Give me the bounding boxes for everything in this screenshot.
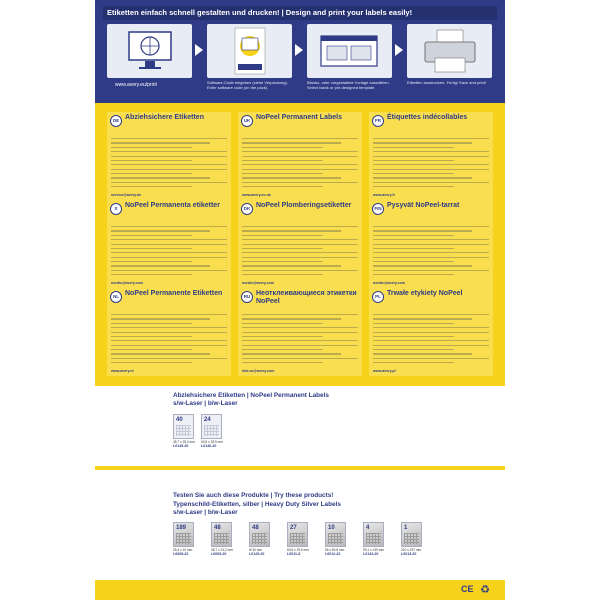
text-line [373,160,454,161]
panel-subtitle: Typenschild-Etiketten, silber | Heavy Duty Silver Labels [173,501,341,508]
product-item[interactable] [401,522,424,556]
template-illustration [307,24,392,78]
text-line [242,235,323,236]
text-line [111,151,227,152]
step-caption: Blanko- oder vorgestaltete Vorlage auswählen. Select blank or pre-designed template. [307,80,390,90]
recycle-icon: ♻ [480,584,490,596]
label-size: 96 x 50,8 mm [325,548,345,552]
product-code: L6129-20 [249,552,265,556]
block-header [110,202,230,224]
label-count: 48 [252,525,259,531]
text-line [373,226,489,227]
text-line [373,274,454,275]
label-grid-icon [176,425,191,436]
text-line [111,182,227,183]
text-line [111,177,210,178]
text-line [242,336,323,337]
label-sheet-thumbnail [173,522,194,547]
label-sheet-thumbnail [211,522,232,547]
panel-title: Testen Sie auch diese Produkte | Try these products! [173,492,334,499]
text-line [242,323,323,324]
label-grid-icon [252,533,267,544]
text-line [373,345,489,346]
text-line [242,142,341,143]
block-title: Étiquettes indécollables [387,114,468,121]
text-line [373,332,489,333]
text-line [242,349,323,350]
label-sheet-thumbnail [401,522,422,547]
body-text-lines [242,138,358,191]
monitor-illustration [107,24,192,78]
text-line [373,156,489,157]
body-text-lines [111,226,227,279]
website-url[interactable]: www.avery.eu/print [115,82,157,88]
text-line [373,164,489,165]
arrow-right-icon [195,44,203,56]
label-grid-icon [366,533,381,544]
text-line [111,173,192,174]
label-sheet-thumbnail [325,522,346,547]
text-line [242,147,323,148]
contact-info[interactable]: nordic@avery.com [111,281,143,285]
text-line [242,340,358,341]
product-code: L6146-20 [201,444,217,448]
text-line [111,270,227,271]
block-title: NoPeel Permanent Labels [256,114,342,121]
panel-subtitle: s/w-Laser | b/w-Laser [173,509,238,516]
text-line [373,142,472,143]
text-line [373,186,454,187]
step-caption: Software-Code eingeben (siehe Verpackung). Enter software code (on the pack). [207,80,288,90]
text-line [373,230,472,231]
language-block [107,200,231,288]
text-line [111,340,227,341]
country-badge: UK [241,115,253,127]
product-panel [95,470,505,580]
label-grid-icon [404,533,419,544]
block-header [372,290,492,312]
text-line [373,265,472,266]
text-line [373,358,489,359]
product-item[interactable] [201,414,224,448]
label-size: 210 x 297 mm [401,548,422,552]
block-header [372,202,492,224]
block-title: Неотклеивающиеся этикетки NoPeel [256,290,357,305]
country-badge: FR [372,115,384,127]
language-block [369,288,493,376]
text-line [373,235,454,236]
text-line [111,345,227,346]
text-line [242,248,323,249]
text-line [373,177,472,178]
body-text-lines [111,314,227,367]
text-line [242,156,358,157]
label-sheet-thumbnail [201,414,222,439]
text-line [242,169,358,170]
contact-info[interactable]: www.avery.fr [373,193,395,197]
language-block [369,200,493,288]
text-line [373,353,472,354]
text-line [373,349,454,350]
text-line [111,142,210,143]
label-grid-icon [204,425,219,436]
label-sheet-thumbnail [249,522,270,547]
text-line [111,226,227,227]
label-grid-icon [290,533,305,544]
label-count: 4 [366,525,370,531]
body-text-lines [373,226,489,279]
text-line [373,261,454,262]
text-line [373,173,454,174]
text-line [111,353,210,354]
label-count: 40 [176,417,183,423]
text-line [373,138,489,139]
product-item[interactable] [173,414,196,448]
text-line [242,151,358,152]
label-size: 45,7 x 21,2 mm [211,548,233,552]
contact-info[interactable]: service@avery.de [111,193,142,197]
text-line [111,235,192,236]
product-sheet [95,0,505,600]
package-illustration [207,24,292,78]
text-line [111,362,192,363]
contact-info[interactable]: www.avery.co.uk [242,193,271,197]
language-block [107,288,231,376]
language-block [238,288,362,376]
text-line [111,349,192,350]
text-line [373,270,489,271]
text-line [111,147,192,148]
footer-strip [95,580,505,600]
text-line [373,182,489,183]
text-line [373,362,454,363]
block-title: NoPeel Permanente Etiketten [125,290,223,297]
label-count: 24 [204,417,211,423]
text-line [373,327,489,328]
contact-info[interactable]: info-ru@avery.com [242,369,275,373]
text-line [111,314,227,315]
product-panel [95,386,505,466]
label-count: 27 [290,525,297,531]
text-line [242,270,358,271]
text-line [373,244,489,245]
text-line [242,362,323,363]
product-item[interactable] [325,522,348,556]
country-badge: PL [372,291,384,303]
product-code: L6134-20 [363,552,379,556]
product-item[interactable] [287,522,310,556]
block-header [110,290,230,312]
product-code: L6008-20 [173,552,189,556]
body-text-lines [373,138,489,191]
text-line [111,336,192,337]
label-count: 1 [404,525,408,531]
block-title: NoPeel Permanenta etiketter [125,202,220,209]
text-line [111,252,227,253]
label-count: 189 [176,525,187,531]
text-line [111,186,192,187]
block-header [241,290,361,312]
text-line [111,248,192,249]
product-code: L6145-20 [173,444,189,448]
label-sheet-thumbnail [173,414,194,439]
text-line [373,340,489,341]
text-line [242,274,323,275]
product-item[interactable] [363,522,386,556]
label-size: 99,1 x 139 mm [363,548,385,552]
text-line [111,230,210,231]
label-sheet-thumbnail [363,522,384,547]
contact-info[interactable]: www.avery.nl [111,369,134,373]
arrow-right-icon [295,44,303,56]
country-badge: S [110,203,122,215]
ce-mark-icon: CE [461,584,474,594]
text-line [242,332,358,333]
text-line [373,147,454,148]
text-line [242,345,358,346]
text-line [242,265,341,266]
text-line [242,327,358,328]
block-header [241,114,361,136]
text-line [111,358,227,359]
text-line [373,248,454,249]
text-line [373,252,489,253]
text-line [111,169,227,170]
body-text-lines [242,226,358,279]
text-line [242,160,323,161]
label-count: 10 [328,525,335,531]
panel-title: Abziehsichere Etiketten | NoPeel Permanent Labels [173,392,329,399]
arrow-right-icon [395,44,403,56]
step-caption: Etiketten ausdrucken. Fertig! Save and print! [407,80,486,85]
text-line [111,261,192,262]
text-line [242,226,358,227]
header-title: Etiketten einfach schnell gestalten und drucken! | Design and print your labels easily! [103,6,497,20]
text-line [242,353,341,354]
text-line [373,314,489,315]
label-sheet-thumbnail [287,522,308,547]
block-header [110,114,230,136]
block-title: Pysyvät NoPeel-tarrat [387,202,460,209]
text-line [373,151,489,152]
product-item[interactable] [211,522,234,556]
product-code: L6009-20 [211,552,227,556]
product-item[interactable] [173,522,196,556]
country-badge: DK [241,203,253,215]
text-line [242,257,358,258]
contact-info[interactable]: www.avery.pl [373,369,396,373]
product-code: L6011-8 [287,552,301,556]
text-line [373,323,454,324]
text-line [111,156,227,157]
label-size: 25,4 x 10 mm [173,548,193,552]
language-block [107,112,231,200]
label-grid-icon [176,533,191,544]
country-badge: RU [241,291,253,303]
text-line [242,230,341,231]
text-line [111,323,192,324]
label-grid-icon [214,533,229,544]
text-line [373,318,472,319]
text-line [373,336,454,337]
text-line [373,239,489,240]
text-line [242,164,358,165]
contact-info[interactable]: nordic@avery.com [242,281,274,285]
text-line [242,177,341,178]
text-line [373,169,489,170]
product-code: L6012-20 [325,552,341,556]
product-item[interactable] [249,522,272,556]
product-code: L6013-20 [401,552,417,556]
text-line [373,257,489,258]
text-line [111,265,210,266]
country-badge: NL [110,291,122,303]
text-line [242,173,323,174]
panel-subtitle: s/w-Laser | b/w-Laser [173,400,238,407]
text-line [111,332,227,333]
text-line [111,274,192,275]
text-line [111,239,227,240]
text-line [111,244,227,245]
text-line [111,160,192,161]
text-line [242,318,341,319]
text-line [242,244,358,245]
text-line [242,252,358,253]
text-line [242,186,323,187]
block-header [372,114,492,136]
body-text-lines [373,314,489,367]
block-header [241,202,361,224]
block-title: NoPeel Plomberingsetiketter [256,202,352,209]
text-line [242,261,323,262]
text-line [111,318,210,319]
label-size: 63,5 x 29,6 mm [287,548,309,552]
body-text-lines [111,138,227,191]
text-line [242,314,358,315]
text-line [111,257,227,258]
body-text-lines [242,314,358,367]
block-title: Trwałe etykiety NoPeel [387,290,463,297]
text-line [242,138,358,139]
language-block [238,200,362,288]
text-line [111,327,227,328]
header-banner [95,0,505,103]
label-count: 48 [214,525,221,531]
contact-info[interactable]: nordic@avery.com [373,281,405,285]
text-line [111,164,227,165]
label-size: Ø 30 mm [249,548,263,552]
text-line [242,182,358,183]
block-title: Abziehsichere Etiketten [125,114,204,121]
label-size: 45,7 x 25,4 mm [173,440,195,444]
country-badge: FIN [372,203,384,215]
language-block [238,112,362,200]
language-block [369,112,493,200]
text-line [242,358,358,359]
label-grid-icon [328,533,343,544]
label-size: 63,5 x 33,9 mm [201,440,223,444]
country-badge: DE [110,115,122,127]
text-line [242,239,358,240]
text-line [111,138,227,139]
printer-illustration [407,24,492,78]
